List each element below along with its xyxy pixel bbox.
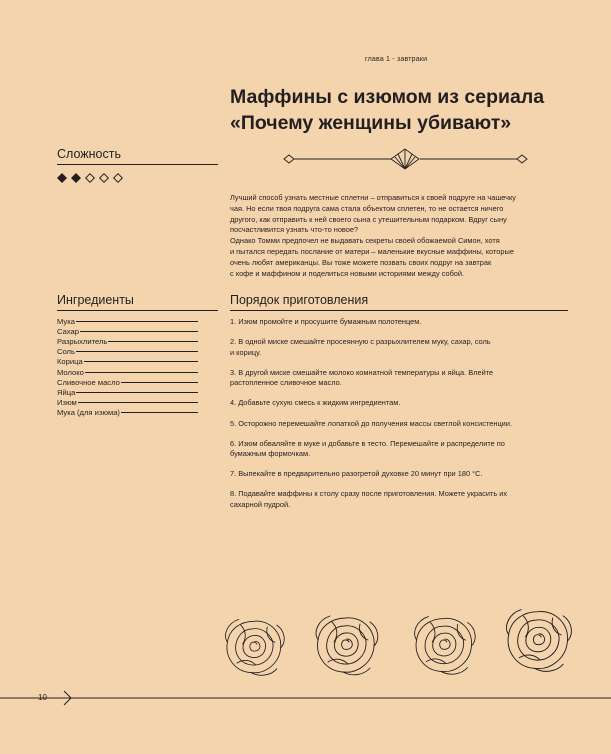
ingredients-heading: Ингредиенты	[57, 293, 134, 307]
step-item	[230, 419, 570, 430]
ingredient-name: Яйца	[57, 387, 76, 397]
intro-text	[230, 193, 580, 279]
step-item	[230, 398, 570, 409]
ingredient-item	[57, 357, 222, 367]
page-number: 10	[38, 693, 47, 702]
recipe-title	[230, 84, 590, 136]
ingredient-item	[57, 398, 222, 408]
ingredient-item	[57, 367, 222, 377]
ingredient-item	[57, 316, 222, 326]
step-item	[230, 489, 570, 510]
ingredient-name: Изюм	[57, 398, 77, 408]
ingredient-item	[57, 408, 222, 418]
diamond-empty-icon	[113, 173, 123, 183]
ingredient-dash	[84, 361, 198, 362]
ingredient-dash	[121, 412, 198, 413]
ingredient-name: Соль	[57, 347, 75, 357]
ingredients-divider	[57, 310, 218, 311]
ingredient-name: Молоко	[57, 367, 84, 377]
ingredient-item	[57, 377, 222, 387]
title-line-2: «Почему женщины убивают»	[230, 112, 512, 134]
ingredients-list	[57, 316, 222, 418]
ingredient-dash	[85, 372, 198, 373]
diamond-filled-icon	[57, 173, 67, 183]
ingredient-dash	[80, 331, 198, 332]
step-text: и корицу.	[230, 347, 262, 357]
chapter-label: глава 1 - завтраки	[365, 56, 428, 63]
ingredient-dash	[121, 382, 198, 383]
step-item	[230, 317, 570, 328]
ingredient-dash	[108, 341, 198, 342]
step-text: 3. В другой миске смешайте молоко комнатной температуры и яйца. Влейте	[230, 367, 494, 377]
ingredient-dash	[78, 402, 198, 403]
diamond-filled-icon	[71, 173, 81, 183]
difficulty-divider	[57, 164, 218, 165]
step-item	[230, 368, 570, 389]
ingredient-dash	[76, 321, 198, 322]
ingredient-name: Разрыхлитель	[57, 336, 108, 346]
diamond-empty-icon	[99, 173, 109, 183]
ingredient-name: Сахар	[57, 326, 79, 336]
ingredient-name: Мука	[57, 316, 75, 326]
ingredient-name: Сливочное масло	[57, 377, 120, 387]
ornament-divider	[283, 148, 528, 170]
intro-line: с кофе и маффином и поделиться новыми историями между собой.	[230, 268, 465, 278]
ingredient-item	[57, 387, 222, 397]
ingredient-dash	[76, 351, 198, 352]
intro-line: и пытался передать послание от матери – маленькие вкусные маффины, которые	[230, 246, 514, 256]
intro-line: очень любят американцы. Вы тоже можете позвать своих подруг на завтрак	[230, 257, 492, 267]
title-line-1: Маффины с изюмом из сериала	[230, 86, 545, 108]
intro-line: Однако Томми предпочел не выдавать секреты своей обожаемой Симон, хотя	[230, 236, 500, 246]
ingredient-item	[57, 326, 222, 336]
intro-line: другого, как отправить к ней своего сына с утешительным подарком. Вдруг сыну	[230, 214, 507, 224]
step-item	[230, 469, 570, 480]
step-text: сахарной пудрой.	[230, 500, 291, 510]
roses-illustration	[222, 608, 582, 678]
step-text: растопленное сливочное масло.	[230, 378, 342, 388]
step-text: 1. Изюм промойте и просушите бумажным полотенцем.	[230, 317, 422, 326]
ingredient-item	[57, 347, 222, 357]
step-text: 6. Изюм обваляйте в муке и добавьте в тесто. Перемешайте и распределите по	[230, 438, 505, 448]
intro-line: чая. Но если твоя подруга сама стала объектом сплетен, то не остается ничего	[230, 203, 504, 213]
ingredient-item	[57, 336, 222, 346]
ingredient-name: Мука (для изюма)	[57, 408, 120, 418]
intro-line: Лучший способ узнать местные сплетни – отправиться к своей подруге на чашечку	[230, 193, 516, 202]
intro-line: посчастливится узнать что-то новое?	[230, 225, 359, 235]
step-text: 7. Выпекайте в предварительно разогретой духовке 20 минут при 180 °С.	[230, 469, 483, 479]
step-item	[230, 439, 570, 460]
step-text: бумажным формочкам.	[230, 449, 311, 459]
ingredient-dash	[76, 392, 198, 393]
step-text: 4. Добавьте сухую смесь к жидким ингредиентам.	[230, 398, 401, 408]
difficulty-heading: Сложность	[57, 147, 121, 161]
footer-line	[0, 690, 611, 706]
diamond-empty-icon	[85, 173, 95, 183]
steps-heading: Порядок приготовления	[230, 293, 369, 307]
step-text: 2. В одной миске смешайте просеянную с разрыхлителем муку, сахар, соль	[230, 337, 491, 347]
steps-divider	[230, 310, 568, 311]
step-text: 5. Осторожно перемешайте лопаткой до получения массы светлой консистенции.	[230, 418, 512, 428]
steps-list	[230, 317, 570, 520]
difficulty-rating	[57, 173, 123, 183]
step-item	[230, 337, 570, 358]
step-text: 8. Подавайте маффины к столу сразу после приготовления. Можете украсить их	[230, 489, 508, 499]
ingredient-name: Корица	[57, 357, 83, 367]
